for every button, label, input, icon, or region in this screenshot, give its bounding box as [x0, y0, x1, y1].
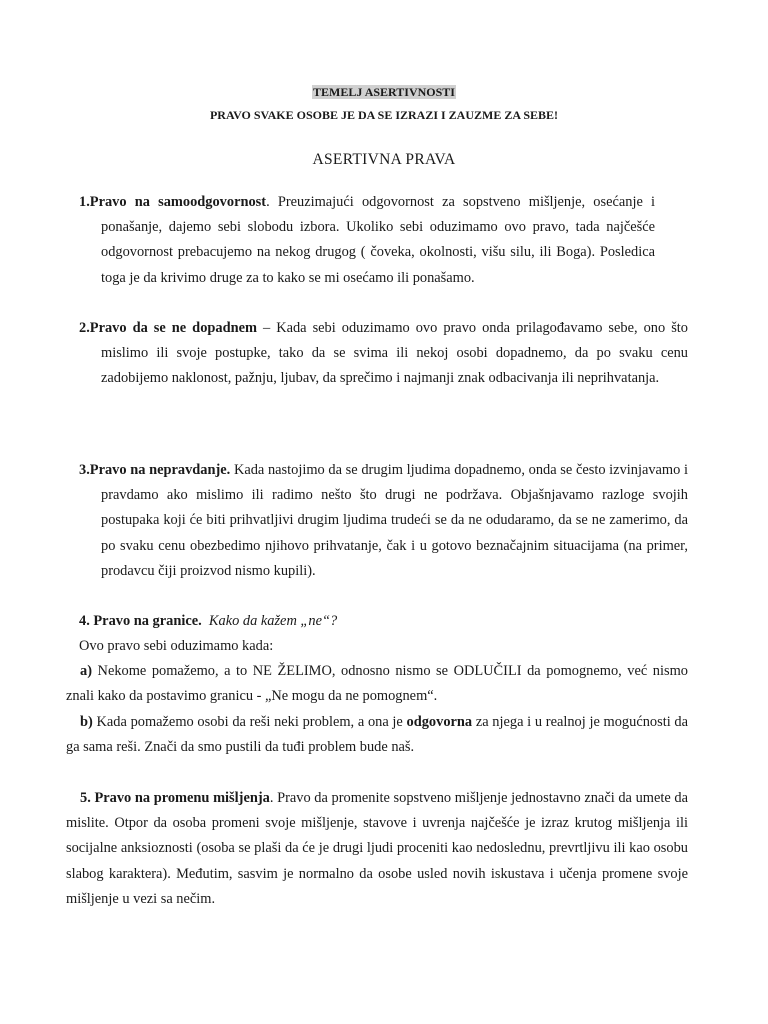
section-4-a-label: a) — [80, 663, 92, 679]
section-2 — [79, 316, 688, 392]
section-4-heading — [79, 609, 688, 634]
section-4-intro: Ovo pravo sebi oduzimamo kada: — [79, 638, 274, 654]
section-heading: ASERTIVNA PRAVA — [312, 151, 456, 168]
section-5-title: 5. Pravo na promenu mišljenja — [80, 790, 270, 806]
section-4-title: 4. Pravo na granice. — [79, 613, 202, 629]
section-1 — [79, 190, 655, 291]
section-5 — [66, 786, 688, 912]
section-4-b-text2: za njega i u realnoj je mogućnosti da ga sama reši. Znači da smo pustili da tuđi problem bude naš. — [66, 714, 688, 756]
section-3-title: 3.Pravo na nepravdanje. — [79, 462, 231, 478]
section-1-text: . Preuzimajući odgovornost za sopstveno mišljenje, osećanje i ponašanje, dajemo sebi slobodu izbora. Ukoliko sebi oduzimamo ovo pravo, tada najčešće odgovornost prebacujemo na nekog drugog ( čoveka, okolnosti, višu silu, ili Boga). Posledica toga je da krivimo druge za to kako se mi osećamo ili ponašamo. — [101, 194, 656, 286]
section-4-b-label: b) — [80, 714, 93, 730]
section-3 — [79, 458, 688, 584]
section-2-title: 2.Pravo da se ne dopadnem — [79, 320, 257, 336]
section-3-text: Kada nastojimo da se drugim ljudima dopadnemo, onda se često izvinjavamo i pravdamo ako mislimo ili radimo nešto što drugi ne podržava. Objašnjavamo razloge svojih postupaka koji će biti prihvatljivi drugim ljudima trudeći se da ne odudaramo, da se ne zamerimo, da po svaku cenu obezbedimo njihovo prihvatanje, čak i u gotovo beznačajnim situacijama (na primer, prodavcu čiji proizvod nismo kupili). — [101, 462, 688, 579]
section-4-a-text: Nekome pomažemo, a to NE ŽELIMO, odnosno nismo se ODLUČILI da pomognemo, već nismo znali kako da postavimo granicu - „Ne mogu da ne pomognem“. — [66, 663, 688, 705]
section-4-b-text1: Kada pomažemo osobi da reši neki problem, a ona je — [92, 714, 407, 730]
doc-subtitle: PRAVO SVAKE OSOBE JE DA SE IZRAZI I ZAUZME ZA SEBE! — [209, 108, 559, 122]
section-4-question: Kako da kažem „ne“? — [208, 613, 338, 629]
section-4-item-a — [66, 659, 688, 709]
section-2-text: – Kada sebi oduzimamo ovo pravo onda prilagođavamo sebe, ono što mislimo ili svoje postupke, tako da se svima ili nekoj osobi dopadnemo, da po svaku cenu zadobijemo naklonost, pažnju, ljubav, da sprečimo i najmanji znak odbacivanja ili neprihvatanja. — [101, 320, 688, 387]
section-4-b-bold: odgovorna — [406, 714, 473, 730]
section-4-item-b — [66, 710, 688, 760]
doc-title: TEMELJ ASERTIVNOSTI — [313, 85, 455, 99]
section-5-text: . Pravo da promenite sopstveno mišljenje jednostavno znači da umete da mislite. Otpor da osoba promeni svoje mišljenje, stavove i uvrenja najčešće je izraz krutog mišljenja ili socijalne anksioznosti (osoba se plaši da će je drugi ljudi proceniti kao nedoslednu, prevrtljivu ili kao osobu slabog karaktera). Međutim, sasvim je normalno da osobe usled novih iskustava i učenja promene svoje mišljenje u vezi sa nečim. — [66, 790, 688, 907]
section-1-title: 1.Pravo na samoodgovornost — [79, 194, 267, 210]
